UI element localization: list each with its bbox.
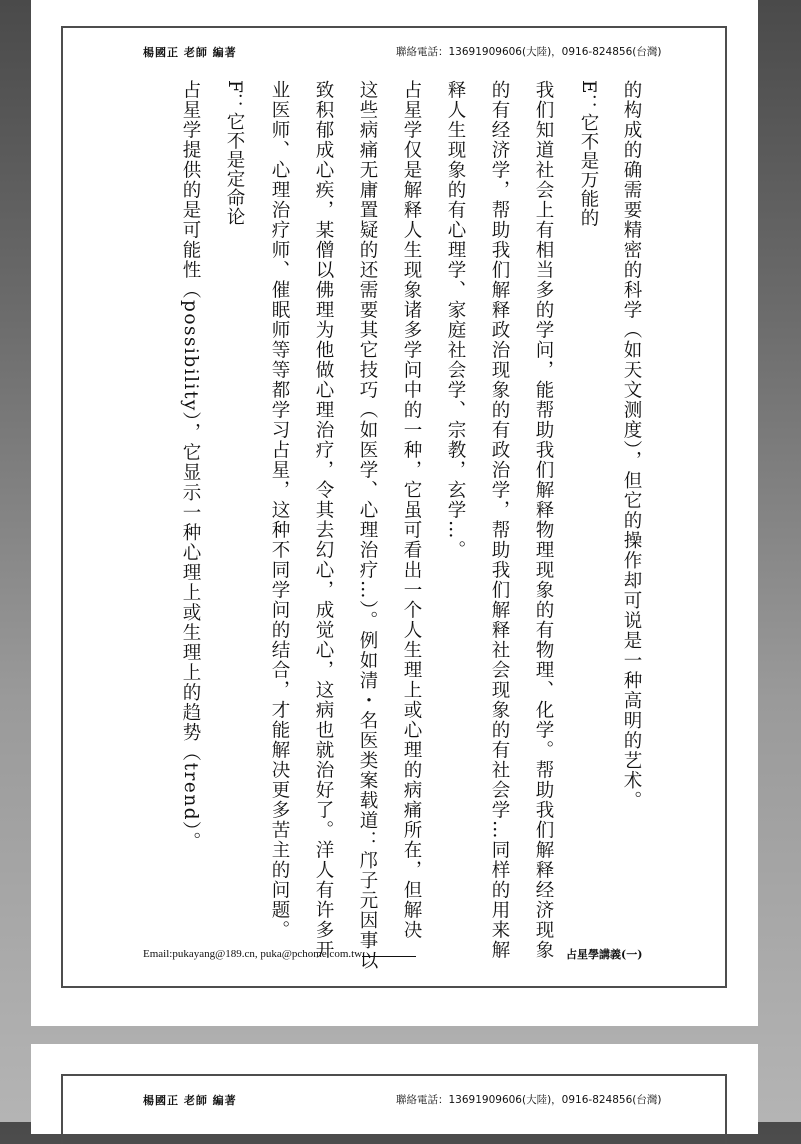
document-page — [31, 0, 758, 1026]
next-header-author: 楊國正 老師 編著 — [143, 1094, 237, 1107]
header-author: 楊國正 老師 編著 — [143, 46, 237, 59]
page-frame — [61, 26, 727, 988]
text-column: 的有经济学，帮助我们解释政治现象的有政治学，帮助我们解释社会现象的有社会学…同样的用来解 — [489, 80, 510, 960]
text-column: 致积郁成心疾，某僧以佛理为他做心理治疗，令其去幻心，成觉心，这病也就治好了。洋人有许多开 — [313, 80, 334, 960]
footer-title: 占星學講義(一) — [566, 948, 643, 961]
text-column: 这些病痛无庸置疑的还需要其它技巧（如医学、心理治疗…）。例如清・名医类案载道：邝子元因事以 — [357, 80, 378, 971]
text-column: 的构成的确需要精密的科学（如天文测度），但它的操作却可说是一种高明的艺术。 — [621, 80, 642, 811]
footer-underline — [362, 946, 416, 957]
text-column: 占星学提供的是可能性（possibility），它显示一种心理上或生理上的趋势（trend）。 — [180, 80, 201, 852]
next-document-page — [31, 1044, 758, 1134]
section-heading-e: E：它不是万能的 — [578, 80, 599, 228]
header-contact: 聯絡電話：13691909606(大陸)，0916-824856(台灣) — [396, 46, 662, 58]
section-heading-f: F：它不是定命论 — [224, 80, 245, 227]
next-page-frame — [61, 1074, 727, 1144]
text-column: 业医师、心理治疗师、催眠师等等都学习占星，这种不同学问的结合，才能解决更多苦主的问题。 — [269, 80, 290, 940]
text-column: 我们知道社会上有相当多的学问，能帮助我们解释物理现象的有物理、化学。帮助我们解释经济现象 — [533, 80, 554, 960]
text-column: 占星学仅是解释人生现象诸多学问中的一种，它虽可看出一个人生理上或心理的病痛所在，但解决 — [401, 80, 422, 940]
next-header-contact: 聯絡電話：13691909606(大陸)，0916-824856(台灣) — [396, 1094, 662, 1106]
footer-email — [143, 946, 416, 960]
text-column: 释人生现象的有心理学、家庭社会学、宗教，玄学…。 — [445, 80, 466, 560]
footer-email-text: Email:pukayang@189.cn, puka@pchome.com.tw — [143, 948, 363, 960]
